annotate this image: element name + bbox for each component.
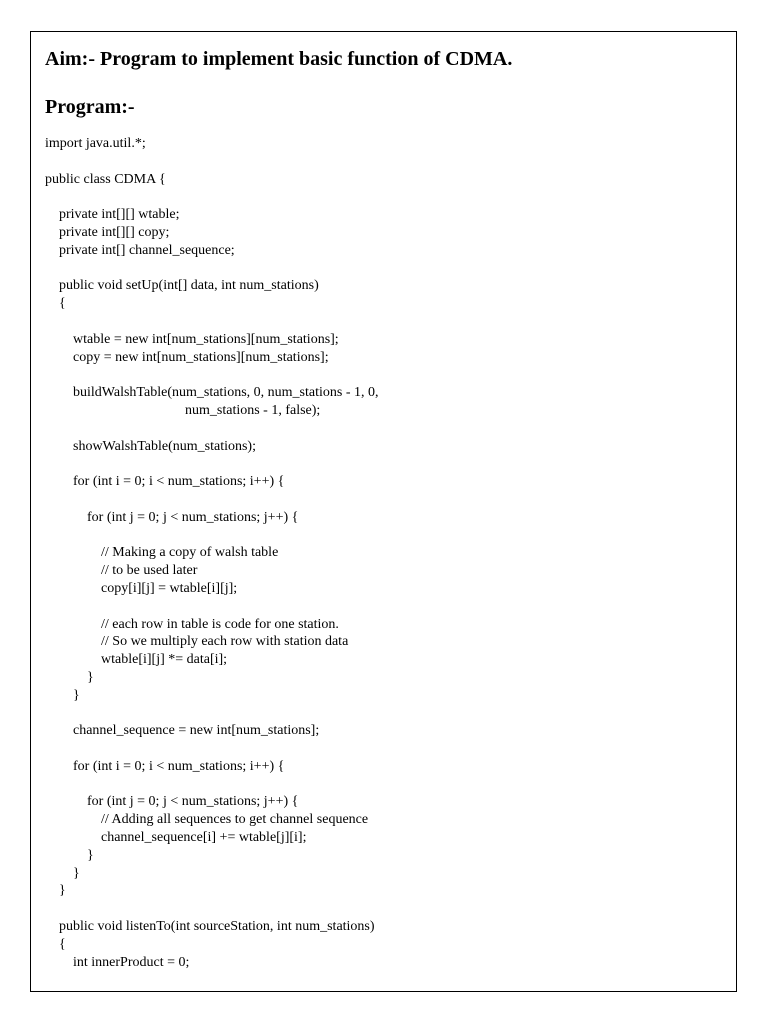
code-line: buildWalshTable(num_stations, 0, num_stations - 1, 0, — [45, 385, 379, 401]
code-line: copy = new int[num_stations][num_stations]; — [45, 349, 329, 365]
code-line: wtable[i][j] *= data[i]; — [45, 652, 228, 668]
code-line — [45, 260, 378, 278]
code-line: int innerProduct = 0; — [45, 954, 190, 970]
code-line: for (int j = 0; j < num_stations; j++) { — [45, 509, 299, 525]
code-line: // Making a copy of walsh table — [45, 545, 279, 561]
code-line: private int[][] copy; — [45, 224, 170, 240]
code-listing — [45, 135, 378, 971]
code-line: num_stations - 1, false); — [45, 402, 321, 418]
code-line: } — [45, 669, 94, 685]
code-line — [45, 455, 378, 473]
code-line: } — [45, 847, 94, 863]
code-line: import java.util.*; — [45, 136, 146, 151]
code-line — [45, 598, 378, 616]
code-line: public void setUp(int[] data, int num_stations) — [45, 278, 319, 294]
code-line: public class CDMA { — [45, 171, 166, 187]
code-line: { — [45, 936, 66, 952]
code-line — [45, 740, 378, 758]
code-line: for (int i = 0; i < num_stations; i++) { — [45, 474, 285, 490]
code-line — [45, 188, 378, 206]
code-line: public void listenTo(int sourceStation, int num_stations) — [45, 919, 375, 935]
code-line: copy[i][j] = wtable[i][j]; — [45, 580, 238, 596]
code-line — [45, 900, 378, 918]
code-line: } — [45, 883, 66, 899]
code-line: wtable = new int[num_stations][num_stations]; — [45, 331, 339, 347]
code-line: } — [45, 687, 80, 703]
code-line: private int[] channel_sequence; — [45, 242, 235, 258]
code-line: // to be used later — [45, 563, 198, 579]
code-line: channel_sequence[i] += wtable[j][i]; — [45, 830, 307, 846]
code-line — [45, 153, 378, 171]
code-line: for (int j = 0; j < num_stations; j++) { — [45, 794, 299, 810]
code-line: // Adding all sequences to get channel sequence — [45, 812, 369, 828]
code-line: for (int i = 0; i < num_stations; i++) { — [45, 758, 285, 774]
code-line — [45, 527, 378, 545]
code-line: private int[][] wtable; — [45, 207, 180, 223]
code-line: channel_sequence = new int[num_stations]; — [45, 723, 320, 739]
aim-heading: Aim:- Program to implement basic function of CDMA. — [45, 48, 513, 70]
code-line — [45, 705, 378, 723]
code-line — [45, 776, 378, 794]
code-line: // So we multiply each row with station data — [45, 634, 349, 650]
code-line — [45, 420, 378, 438]
code-line: } — [45, 865, 80, 881]
code-line — [45, 491, 378, 509]
code-line: showWalshTable(num_stations); — [45, 438, 256, 454]
code-line: // each row in table is code for one station. — [45, 616, 339, 632]
code-line — [45, 366, 378, 384]
code-line: { — [45, 296, 66, 312]
program-heading: Program:- — [45, 96, 135, 118]
code-line — [45, 313, 378, 331]
